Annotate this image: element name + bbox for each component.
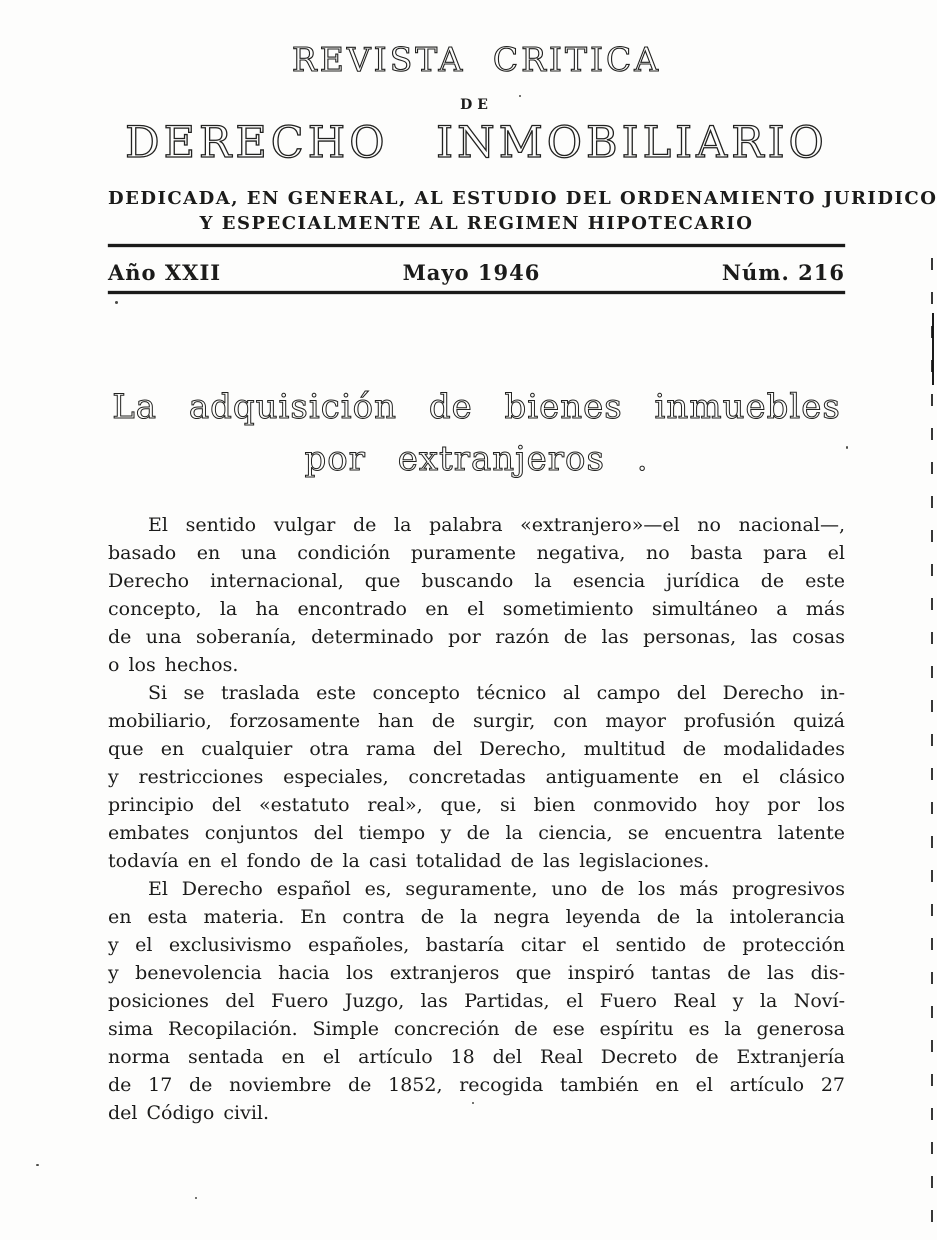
issue-info-row xyxy=(108,255,845,289)
journal-subtitle xyxy=(108,186,937,236)
text-line: mobiliario, forzosamente han de surgir, con mayor profusión quizá xyxy=(108,710,845,732)
text-line: posiciones del Fuero Juzgo, las Partidas, el Fuero Real y la Noví- xyxy=(108,990,845,1012)
scan-edge-artifact xyxy=(931,258,933,1240)
scan-speck xyxy=(519,95,521,97)
text-line: y benevolencia hacia los extranjeros que inspiró tantas de las dis- xyxy=(108,962,845,984)
paragraph xyxy=(108,875,845,1127)
text-line: El Derecho español es, seguramente, uno de los más progresivos xyxy=(148,878,845,900)
text-line: concepto, la ha encontrado en el sometimiento simultáneo a más xyxy=(108,598,845,620)
horizontal-rule-top xyxy=(108,244,845,247)
text-line: norma sentada en el artículo 18 del Real Decreto de Extranjería xyxy=(108,1046,845,1068)
scan-speck xyxy=(846,446,848,449)
text-line: basado en una condición puramente negativa, no basta para el xyxy=(108,542,845,564)
text-line: Derecho internacional, que buscando la esencia jurídica de este xyxy=(108,570,845,592)
scan-speck xyxy=(36,1164,39,1166)
text-line: o los hechos. xyxy=(108,654,239,676)
text-line: de 17 de noviembre de 1852, recogida también en el artículo 27 xyxy=(108,1074,845,1096)
page-content xyxy=(108,0,937,1240)
issue-number: Núm. 216 xyxy=(721,259,845,285)
horizontal-rule-bottom xyxy=(108,291,845,294)
scan-speck xyxy=(472,1102,474,1104)
text-line: todavía en el fondo de la casi totalidad de las legislaciones. xyxy=(108,850,710,872)
journal-title-top: REVISTA CRITICA xyxy=(291,40,662,79)
text-line: que en cualquier otra rama del Derecho, multitud de modalidades xyxy=(108,738,845,760)
issue-date: Mayo 1946 xyxy=(402,259,541,285)
text-line: de una soberanía, determinado por razón de las personas, las cosas xyxy=(108,626,845,648)
text-line: Si se traslada este concepto técnico al campo del Derecho in- xyxy=(148,682,845,704)
text-line: y el exclusivismo españoles, bastaría citar el sentido de protección xyxy=(108,934,845,956)
journal-title-main: DERECHO INMOBILIARIO xyxy=(125,118,828,168)
journal-subtitle-line2: Y ESPECIALMENTE AL REGIMEN HIPOTECARIO xyxy=(199,213,754,234)
paragraph xyxy=(108,511,845,679)
article-title xyxy=(108,381,845,485)
paragraph xyxy=(108,679,845,875)
text-line: sima Recopilación. Simple concreción de ese espíritu es la generosa xyxy=(108,1018,845,1040)
scan-speck xyxy=(195,1197,197,1199)
journal-subtitle-line1: DEDICADA, EN GENERAL, AL ESTUDIO DEL ORDENAMIENTO JURIDICO xyxy=(108,188,937,209)
article-title-line1: La adquisición de bienes inmuebles xyxy=(112,387,841,427)
article-title-line2: por extranjeros . xyxy=(304,439,649,479)
text-line: en esta materia. En contra de la negra leyenda de la intolerancia xyxy=(108,906,845,928)
journal-title-connector: DE xyxy=(460,97,493,113)
text-line: El sentido vulgar de la palabra «extranjero»—el no nacional—, xyxy=(148,514,845,536)
text-line: del Código civil. xyxy=(108,1102,270,1124)
article-body xyxy=(108,511,845,1127)
scan-speck xyxy=(115,301,118,304)
text-line: y restricciones especiales, concretadas antiguamente en el clásico xyxy=(108,766,845,788)
issue-volume: Año XXII xyxy=(108,259,222,285)
text-line: principio del «estatuto real», que, si bien conmovido hoy por los xyxy=(108,794,845,816)
scan-edge-artifact-solid xyxy=(932,313,934,385)
text-line: embates conjuntos del tiempo y de la ciencia, se encuentra latente xyxy=(108,822,845,844)
